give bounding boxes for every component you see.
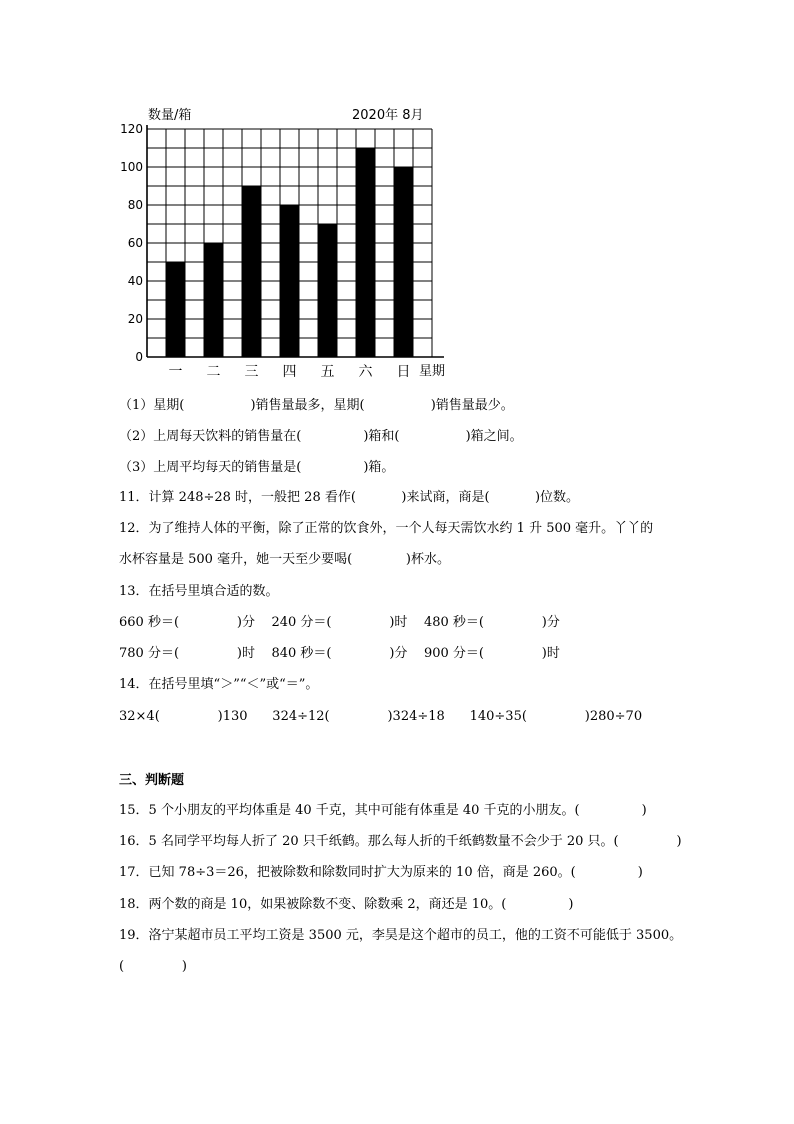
bar-六 <box>356 148 375 357</box>
x-tick-labels <box>169 364 411 380</box>
question-1-2: （2）上周每天饮料的销售量在( )箱和( )箱之间。 <box>119 429 523 444</box>
sales-bar-chart <box>0 0 794 390</box>
bar-三 <box>242 186 261 357</box>
judgment-16: 16．5 名同学平均每人折了 20 只千纸鹤。那么每人折的千纸鹤数量不会少于 20 只。( ) <box>119 834 682 849</box>
bar-一 <box>166 262 185 357</box>
x-axis-label: 星期 <box>419 364 446 379</box>
question-13-row1: 660 秒＝( )分 240 分＝( )时 480 秒＝( )分 <box>119 615 560 630</box>
x-tick-label: 日 <box>396 364 411 380</box>
y-tick-label: 120 <box>120 122 143 136</box>
bar-二 <box>204 243 223 357</box>
judgment-18: 18．两个数的商是 10，如果被除数不变、除数乘 2，商还是 10。( ) <box>119 897 574 912</box>
x-tick-label: 五 <box>320 364 335 380</box>
y-tick-label: 100 <box>120 160 143 174</box>
x-tick-label: 一 <box>168 364 183 380</box>
bar-五 <box>318 224 337 357</box>
judgment-15: 15．5 个小朋友的平均体重是 40 千克，其中可能有体重是 40 千克的小朋友。( ) <box>119 803 647 818</box>
chart-title: 2020年 8月 <box>352 108 424 123</box>
question-14: 14．在括号里填“＞”“＜”或“＝”。 <box>119 677 319 692</box>
y-tick-label: 80 <box>127 198 143 212</box>
question-1-3: （3）上周平均每天的销售量是( )箱。 <box>119 460 395 475</box>
x-tick-label: 三 <box>244 364 259 380</box>
judgment-17: 17．已知 78÷3＝26，把被除数和除数同时扩大为原来的 10 倍，商是 260。( ) <box>119 865 643 880</box>
judgment-19: 19．洛宁某超市员工平均工资是 3500 元，李昊是这个超市的员工，他的工资不可能低于 3500。 <box>119 928 683 943</box>
question-11: 11．计算 248÷28 时，一般把 28 看作( )来试商，商是( )位数。 <box>119 490 580 505</box>
y-tick-label: 40 <box>127 274 143 288</box>
y-tick-label: 60 <box>127 236 143 250</box>
section-title: 三、判断题 <box>119 773 185 788</box>
judgment-19-answer: ( ) <box>119 959 187 974</box>
y-tick-label: 20 <box>127 312 143 326</box>
y-tick-labels <box>120 122 143 364</box>
y-tick-label: 0 <box>135 350 143 364</box>
question-1-1: （1）星期( )销售量最多，星期( )销售量最少。 <box>119 398 514 413</box>
x-tick-label: 二 <box>206 364 221 380</box>
question-14-row: 32×4( )130 324÷12( )324÷18 140÷35( )280÷70 <box>119 709 643 724</box>
bar-四 <box>280 205 299 357</box>
chart-bars <box>166 148 413 357</box>
question-13-row2: 780 分＝( )时 840 秒＝( )分 900 分＝( )时 <box>119 646 560 661</box>
x-tick-label: 四 <box>282 364 297 380</box>
y-axis-label: 数量/箱 <box>148 108 192 123</box>
x-tick-label: 六 <box>358 364 373 380</box>
question-12-line2: 水杯容量是 500 毫升，她一天至少要喝( )杯水。 <box>119 552 450 567</box>
bar-日 <box>394 167 413 357</box>
question-12-line1: 12．为了维持人体的平衡，除了正常的饮食外，一个人每天需饮水约 1 升 500 毫升。丫丫的 <box>119 521 654 536</box>
question-13: 13．在括号里填合适的数。 <box>119 584 279 599</box>
